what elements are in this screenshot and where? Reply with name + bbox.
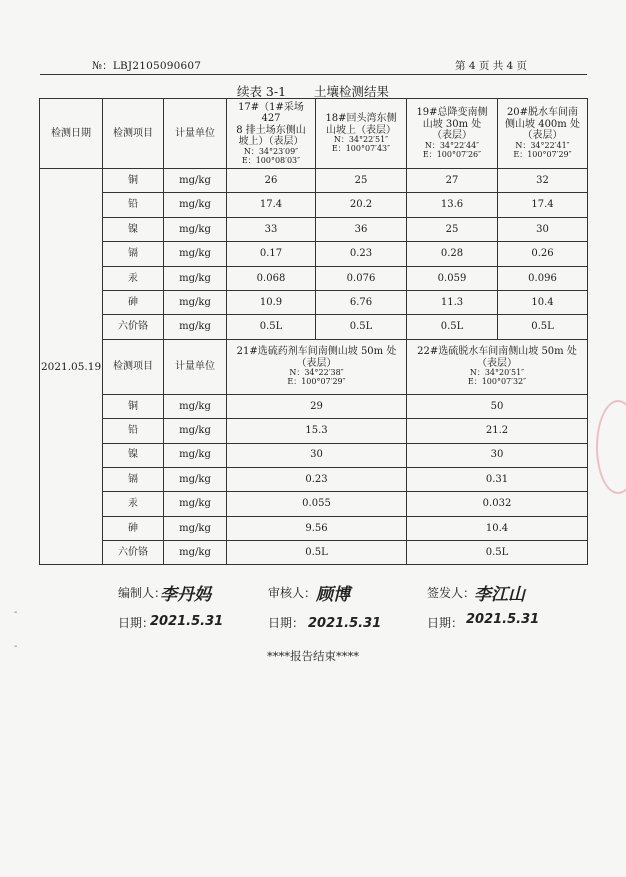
value-cell: 9.56 bbox=[227, 516, 407, 540]
table-row bbox=[40, 492, 588, 516]
table-row bbox=[40, 169, 588, 193]
value-cell: 30 bbox=[498, 217, 588, 241]
longitude: E：100°07′43″ bbox=[331, 144, 391, 153]
test-date: 2021.05.19 bbox=[40, 169, 103, 565]
test-item: 汞 bbox=[103, 492, 164, 516]
value-cell: 17.4 bbox=[227, 193, 316, 217]
unit: mg/kg bbox=[164, 419, 227, 443]
location-name-line: （表层） bbox=[522, 130, 563, 142]
value-cell: 0.059 bbox=[407, 266, 498, 290]
location-name-line: 17#（1#采场 427 bbox=[238, 101, 304, 125]
test-item: 镉 bbox=[103, 467, 164, 491]
reviewer-signature: 顾博 bbox=[316, 585, 350, 605]
margin-mark: - bbox=[14, 641, 18, 652]
reviewer-label: 审核人： bbox=[268, 586, 317, 600]
value-cell: 17.4 bbox=[498, 193, 588, 217]
unit: mg/kg bbox=[164, 193, 227, 217]
margin-mark: - bbox=[14, 607, 18, 618]
longitude: E：100°07′29″ bbox=[513, 149, 572, 159]
value-cell: 0.055 bbox=[227, 492, 407, 516]
table-row bbox=[40, 419, 588, 443]
value-cell: 0.28 bbox=[407, 242, 498, 266]
test-item: 六价铬 bbox=[103, 541, 164, 565]
unit: mg/kg bbox=[164, 315, 227, 339]
location-header bbox=[227, 339, 407, 394]
unit: mg/kg bbox=[164, 266, 227, 290]
value-cell: 15.3 bbox=[227, 419, 407, 443]
location-header bbox=[407, 99, 498, 169]
latitude: N：34°23′09″ bbox=[243, 146, 299, 156]
value-cell: 10.9 bbox=[227, 290, 316, 314]
table-row bbox=[40, 217, 588, 241]
page-count: 第 4 页 共 4 页 bbox=[455, 60, 528, 72]
unit: mg/kg bbox=[164, 217, 227, 241]
unit: mg/kg bbox=[164, 443, 227, 467]
report-number: №：LBJ2105090607 bbox=[92, 60, 202, 72]
value-cell: 0.032 bbox=[407, 492, 588, 516]
value-cell: 0.068 bbox=[227, 266, 316, 290]
table-row bbox=[40, 516, 588, 540]
test-item: 砷 bbox=[103, 290, 164, 314]
table-row bbox=[40, 315, 588, 339]
value-cell: 21.2 bbox=[407, 419, 588, 443]
unit: mg/kg bbox=[164, 467, 227, 491]
value-cell: 27 bbox=[407, 169, 498, 193]
unit: mg/kg bbox=[164, 169, 227, 193]
latitude: N：34°22′38″ bbox=[289, 368, 344, 378]
value-cell: 13.6 bbox=[407, 193, 498, 217]
issuer-date-label: 日期： bbox=[427, 616, 464, 630]
value-cell: 0.23 bbox=[316, 242, 407, 266]
unit: mg/kg bbox=[164, 242, 227, 266]
value-cell: 11.3 bbox=[407, 290, 498, 314]
test-item: 铅 bbox=[103, 419, 164, 443]
compiler-label: 编制人： bbox=[118, 586, 167, 600]
unit: mg/kg bbox=[164, 516, 227, 540]
location-name-line: （表层） bbox=[296, 357, 337, 369]
table-header-row bbox=[40, 99, 588, 169]
value-cell: 0.5L bbox=[227, 315, 316, 339]
header-item: 检测项目 bbox=[103, 339, 164, 394]
soil-results-table bbox=[39, 98, 588, 565]
value-cell: 26 bbox=[227, 169, 316, 193]
location-name-line: 22#选硫脱水车间南侧山坡 50m 处 bbox=[417, 346, 577, 358]
latitude: N：34°20′51″ bbox=[469, 368, 525, 378]
report-end: ****报告结束**** bbox=[267, 649, 359, 663]
value-cell: 33 bbox=[227, 217, 316, 241]
table-row bbox=[40, 541, 588, 565]
location-name-line: 8 排土场东侧山 bbox=[236, 124, 306, 136]
table-subheader-row bbox=[40, 339, 588, 394]
header-unit: 计量单位 bbox=[164, 339, 227, 394]
compiler-date: 2021.5.31 bbox=[150, 614, 224, 629]
header-unit: 计量单位 bbox=[164, 99, 227, 169]
location-header bbox=[316, 99, 407, 169]
location-name-line: 坡上）（表层） bbox=[238, 136, 304, 148]
location-name-line: 山坡 30m 处 bbox=[422, 118, 482, 130]
table-row bbox=[40, 443, 588, 467]
table-row bbox=[40, 266, 588, 290]
issuer-signature: 李江山 bbox=[474, 585, 525, 605]
value-cell: 0.5L bbox=[316, 315, 407, 339]
compiler-date-label: 日期： bbox=[118, 616, 155, 630]
location-header bbox=[407, 339, 588, 394]
test-item: 镍 bbox=[103, 443, 164, 467]
value-cell: 10.4 bbox=[498, 290, 588, 314]
issuer-label: 签发人： bbox=[427, 586, 476, 600]
latitude: N：34°22′44″ bbox=[424, 140, 480, 150]
test-item: 汞 bbox=[103, 266, 164, 290]
location-name-line: 18#回头湾东侧 bbox=[325, 113, 397, 125]
value-cell: 36 bbox=[316, 217, 407, 241]
test-item: 铜 bbox=[103, 394, 164, 418]
unit: mg/kg bbox=[164, 492, 227, 516]
table-title-name: 土壤检测结果 bbox=[314, 84, 390, 99]
table-row bbox=[40, 242, 588, 266]
longitude: E：100°07′32″ bbox=[467, 377, 527, 387]
value-cell: 0.26 bbox=[498, 242, 588, 266]
unit: mg/kg bbox=[164, 541, 227, 565]
test-item: 镉 bbox=[103, 242, 164, 266]
value-cell: 0.5L bbox=[407, 315, 498, 339]
issuer-date: 2021.5.31 bbox=[466, 612, 540, 627]
reviewer-date: 2021.5.31 bbox=[308, 616, 382, 631]
value-cell: 0.076 bbox=[316, 266, 407, 290]
reviewer-date-label: 日期： bbox=[268, 616, 305, 630]
location-name-line: （表层） bbox=[432, 130, 472, 142]
header-rule bbox=[40, 74, 587, 75]
value-cell: 25 bbox=[316, 169, 407, 193]
test-item: 铜 bbox=[103, 169, 164, 193]
value-cell: 0.5L bbox=[227, 541, 407, 565]
seal-stamp bbox=[596, 400, 626, 494]
header-item: 检测项目 bbox=[103, 99, 164, 169]
value-cell: 29 bbox=[227, 394, 407, 418]
value-cell: 0.5L bbox=[498, 315, 588, 339]
header-date: 检测日期 bbox=[40, 99, 103, 169]
value-cell: 50 bbox=[407, 394, 588, 418]
value-cell: 0.096 bbox=[498, 266, 588, 290]
value-cell: 6.76 bbox=[316, 290, 407, 314]
test-item: 铅 bbox=[103, 193, 164, 217]
location-name-line: 侧山坡 400m 处 bbox=[505, 118, 580, 130]
location-header bbox=[227, 99, 316, 169]
test-item: 镍 bbox=[103, 217, 164, 241]
value-cell: 0.5L bbox=[407, 541, 588, 565]
location-name-line: 山坡上（表层） bbox=[326, 124, 396, 136]
value-cell: 0.31 bbox=[407, 467, 588, 491]
test-item: 砷 bbox=[103, 516, 164, 540]
table-row bbox=[40, 290, 588, 314]
value-cell: 25 bbox=[407, 217, 498, 241]
longitude: E：100°08′03″ bbox=[241, 155, 301, 165]
latitude: N：34°22′51″ bbox=[333, 135, 389, 145]
longitude: E：100°07′29″ bbox=[287, 377, 346, 387]
value-cell: 0.17 bbox=[227, 242, 316, 266]
table-row bbox=[40, 467, 588, 491]
test-item: 六价铬 bbox=[103, 315, 164, 339]
table-row bbox=[40, 193, 588, 217]
value-cell: 30 bbox=[227, 443, 407, 467]
location-header bbox=[498, 99, 588, 169]
location-name-line: （表层） bbox=[477, 357, 517, 369]
value-cell: 10.4 bbox=[407, 516, 588, 540]
value-cell: 20.2 bbox=[316, 193, 407, 217]
value-cell: 30 bbox=[407, 443, 588, 467]
longitude: E：100°07′26″ bbox=[422, 149, 482, 159]
table-row bbox=[40, 394, 588, 418]
location-name-line: 20#脱水车间南 bbox=[506, 107, 579, 119]
location-name-line: 21#选硫药剂车间南侧山坡 50m 处 bbox=[236, 346, 397, 358]
unit: mg/kg bbox=[164, 290, 227, 314]
table-title-prefix: 续表 3-1 bbox=[236, 84, 287, 99]
compiler-signature: 李丹妈 bbox=[160, 585, 211, 605]
value-cell: 0.23 bbox=[227, 467, 407, 491]
latitude: N：34°22′41″ bbox=[515, 140, 570, 150]
unit: mg/kg bbox=[164, 394, 227, 418]
location-name-line: 19#总降变南侧 bbox=[416, 107, 488, 119]
value-cell: 32 bbox=[498, 169, 588, 193]
